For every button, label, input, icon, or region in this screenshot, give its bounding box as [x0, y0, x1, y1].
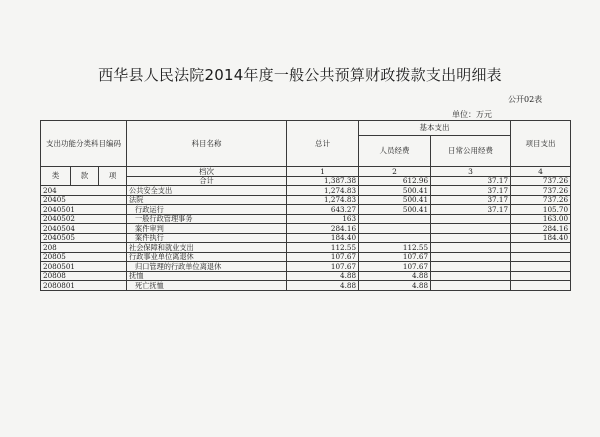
row-daily	[431, 233, 511, 243]
row-daily: 37.17	[431, 176, 511, 186]
table-row	[41, 281, 571, 291]
row-code: 208	[41, 243, 127, 253]
row-personnel: 4.88	[359, 281, 431, 291]
row-daily	[431, 262, 511, 272]
col-number-2: 2	[359, 167, 431, 177]
row-name: 一般行政管理事务	[127, 214, 287, 224]
table-row	[41, 262, 571, 272]
row-total: 107.67	[287, 252, 359, 262]
row-name: 抚恤	[127, 271, 287, 281]
func-class-header: 支出功能分类科目编码	[41, 121, 127, 167]
total-header: 总计	[287, 121, 359, 167]
row-daily: 37.17	[431, 205, 511, 215]
row-total: 4.88	[287, 281, 359, 291]
row-daily	[431, 271, 511, 281]
order-label: 档次	[127, 167, 287, 177]
table-row	[41, 224, 571, 234]
row-name: 公共安全支出	[127, 186, 287, 196]
row-code: 204	[41, 186, 127, 196]
row-personnel: 612.96	[359, 176, 431, 186]
basic-header: 基本支出	[359, 121, 511, 136]
row-daily	[431, 224, 511, 234]
personnel-header: 人员经费	[359, 136, 431, 167]
row-personnel: 107.67	[359, 252, 431, 262]
row-code: 2080801	[41, 281, 127, 291]
kuan-header: 款	[71, 167, 99, 186]
row-project: 737.26	[511, 195, 571, 205]
row-total: 184.40	[287, 233, 359, 243]
row-name: 行政运行	[127, 205, 287, 215]
row-personnel	[359, 224, 431, 234]
row-code: 20805	[41, 252, 127, 262]
row-name: 法院	[127, 195, 287, 205]
row-personnel: 107.67	[359, 262, 431, 272]
row-daily: 37.17	[431, 195, 511, 205]
table-row	[41, 233, 571, 243]
subject-name-header: 科目名称	[127, 121, 287, 167]
daily-public-header: 日常公用经费	[431, 136, 511, 167]
row-total: 284.16	[287, 224, 359, 234]
row-project: 737.26	[511, 186, 571, 196]
col-number-1: 1	[287, 167, 359, 177]
row-total: 643.27	[287, 205, 359, 215]
row-total: 112.55	[287, 243, 359, 253]
row-project	[511, 262, 571, 272]
table-row	[41, 195, 571, 205]
row-name: 合计	[127, 176, 287, 186]
row-code: 2040502	[41, 214, 127, 224]
row-code: 2040505	[41, 233, 127, 243]
table-row	[41, 271, 571, 281]
form-number: 公开02表	[508, 95, 543, 104]
row-code: 20808	[41, 271, 127, 281]
table-row	[41, 252, 571, 262]
page-title: 西华县人民法院2014年度一般公共预算财政拨款支出明细表	[98, 66, 502, 84]
row-code: 2040501	[41, 205, 127, 215]
xiang-header: 项	[99, 167, 127, 186]
row-code: 2040504	[41, 224, 127, 234]
row-name: 案件执行	[127, 233, 287, 243]
row-personnel: 500.41	[359, 195, 431, 205]
row-total: 1,274.83	[287, 186, 359, 196]
row-personnel	[359, 214, 431, 224]
row-total: 107.67	[287, 262, 359, 272]
row-project	[511, 281, 571, 291]
row-code: 20405	[41, 195, 127, 205]
row-daily	[431, 281, 511, 291]
row-personnel: 500.41	[359, 186, 431, 196]
row-name: 行政事业单位离退休	[127, 252, 287, 262]
col-number-4: 4	[511, 167, 571, 177]
row-personnel	[359, 233, 431, 243]
row-code: 2080501	[41, 262, 127, 272]
lei-header: 类	[41, 167, 71, 186]
row-name: 社会保障和就业支出	[127, 243, 287, 253]
table-row	[41, 205, 571, 215]
row-personnel: 4.88	[359, 271, 431, 281]
row-project	[511, 243, 571, 253]
row-daily	[431, 252, 511, 262]
row-total: 1,387.38	[287, 176, 359, 186]
row-total: 163	[287, 214, 359, 224]
row-project	[511, 271, 571, 281]
row-project: 184.40	[511, 233, 571, 243]
col-number-3: 3	[431, 167, 511, 177]
table-row	[41, 243, 571, 253]
row-personnel: 112.55	[359, 243, 431, 253]
row-daily	[431, 214, 511, 224]
row-daily	[431, 243, 511, 253]
row-name: 归口管理的行政单位离退休	[127, 262, 287, 272]
unit-label: 单位：万元	[452, 110, 492, 119]
row-daily: 37.17	[431, 186, 511, 196]
table-row	[41, 214, 571, 224]
row-name: 案件审判	[127, 224, 287, 234]
row-project	[511, 252, 571, 262]
row-personnel: 500.41	[359, 205, 431, 215]
row-total: 1,274.83	[287, 195, 359, 205]
header-row-index	[41, 167, 571, 177]
header-row-1	[41, 121, 571, 136]
row-project: 737.26	[511, 176, 571, 186]
row-project: 105.70	[511, 205, 571, 215]
table-row	[41, 186, 571, 196]
expenditure-table	[40, 120, 571, 291]
project-header: 项目支出	[511, 121, 571, 167]
row-total: 4.88	[287, 271, 359, 281]
row-name: 死亡抚恤	[127, 281, 287, 291]
row-project: 284.16	[511, 224, 571, 234]
row-project: 163.00	[511, 214, 571, 224]
